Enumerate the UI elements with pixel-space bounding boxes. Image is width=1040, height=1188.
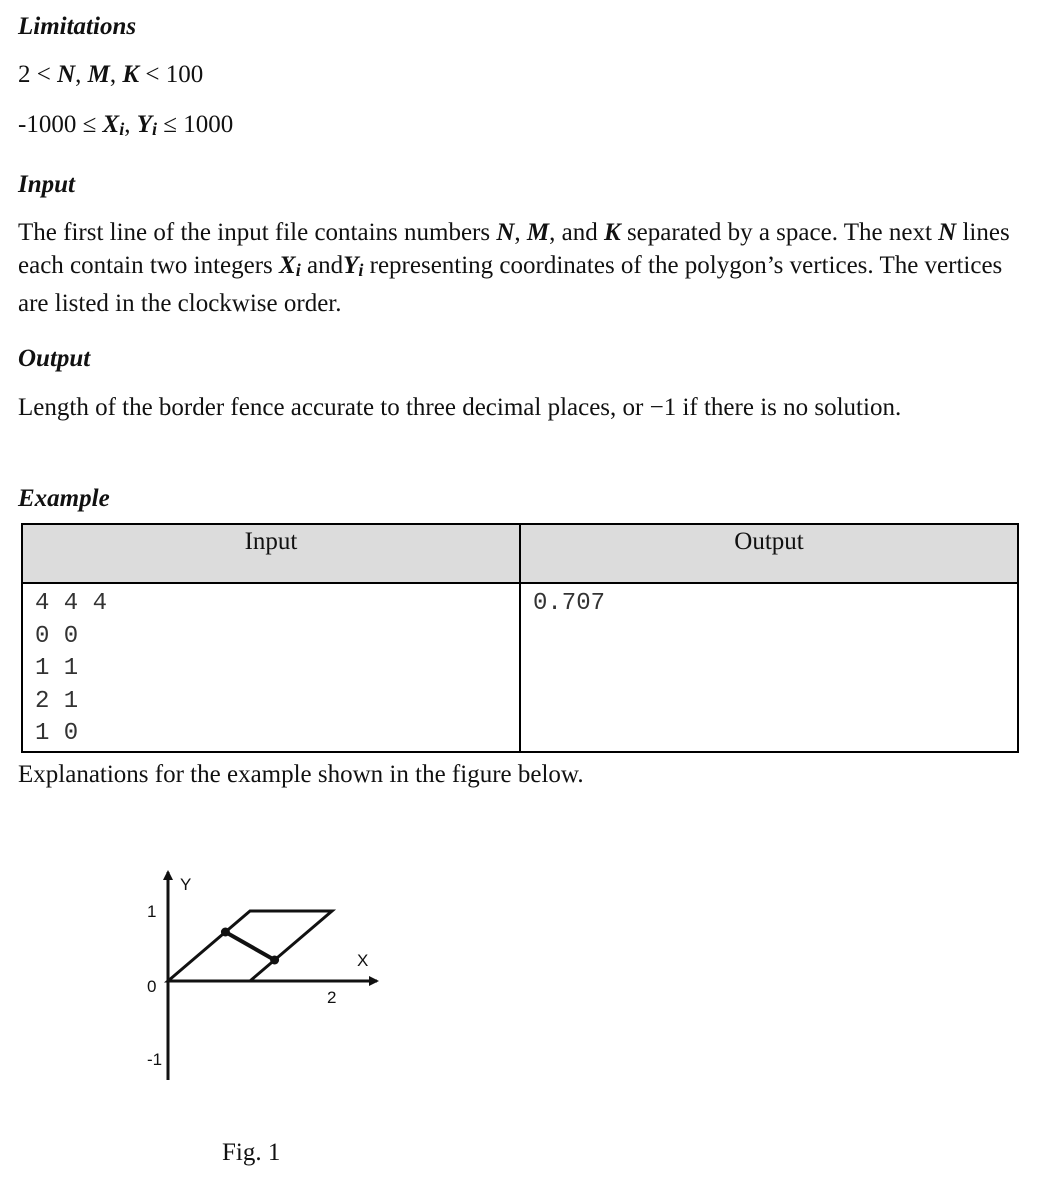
example-output-header: Output [520, 524, 1018, 583]
example-input-line: 0 0 [35, 622, 79, 650]
output-heading: Output [18, 345, 91, 372]
example-heading: Example [18, 485, 110, 512]
border-fence-segment [225, 932, 274, 960]
figure-caption: Fig. 1 [222, 1139, 281, 1166]
y-tick-label: 1 [147, 902, 157, 921]
example-explanation: Explanations for the example shown in the figure below. [18, 761, 584, 788]
example-table-data-row [22, 583, 1018, 752]
x-axis-label: X [357, 951, 369, 970]
example-input-line: 4 4 4 [35, 590, 108, 617]
example-table-header-row [22, 524, 1018, 583]
example-output-cell [520, 583, 1018, 752]
limitations-line-1: 2 < N, M, K < 100 [18, 61, 204, 88]
example-input-cell [22, 583, 520, 752]
example-input-line: 1 0 [35, 720, 79, 747]
y-axis-label: Y [180, 875, 192, 894]
fence-endpoint [221, 928, 230, 937]
example-input-line: 2 1 [35, 687, 79, 715]
output-paragraph: Length of the border fence accurate to three decimal places, or −1 if there is no solution. [18, 394, 902, 421]
y-tick-label: -1 [147, 1050, 163, 1069]
input-paragraph: The first line of the input file contains numbers N, M, and K separated by a space. The next N lines each contain two integers Xi andYi representing coordinates of the polygon’s vertices. The vertices are listed in the clockwise order. [18, 219, 1010, 317]
example-table [21, 523, 1019, 753]
limitations-line-2: -1000 ≤ Xi, Yi ≤ 1000 [18, 111, 234, 139]
x-tick-label: 2 [327, 988, 337, 1007]
fence-endpoint [270, 956, 279, 965]
example-input-line: 1 1 [35, 655, 79, 682]
input-heading: Input [18, 171, 75, 198]
limitations-heading: Limitations [18, 13, 137, 40]
example-input-header: Input [22, 524, 520, 583]
figure-diagram [130, 858, 400, 1098]
figure [130, 858, 400, 1103]
example-output-line: 0.707 [533, 590, 606, 617]
origin-tick-label: 0 [147, 977, 157, 996]
